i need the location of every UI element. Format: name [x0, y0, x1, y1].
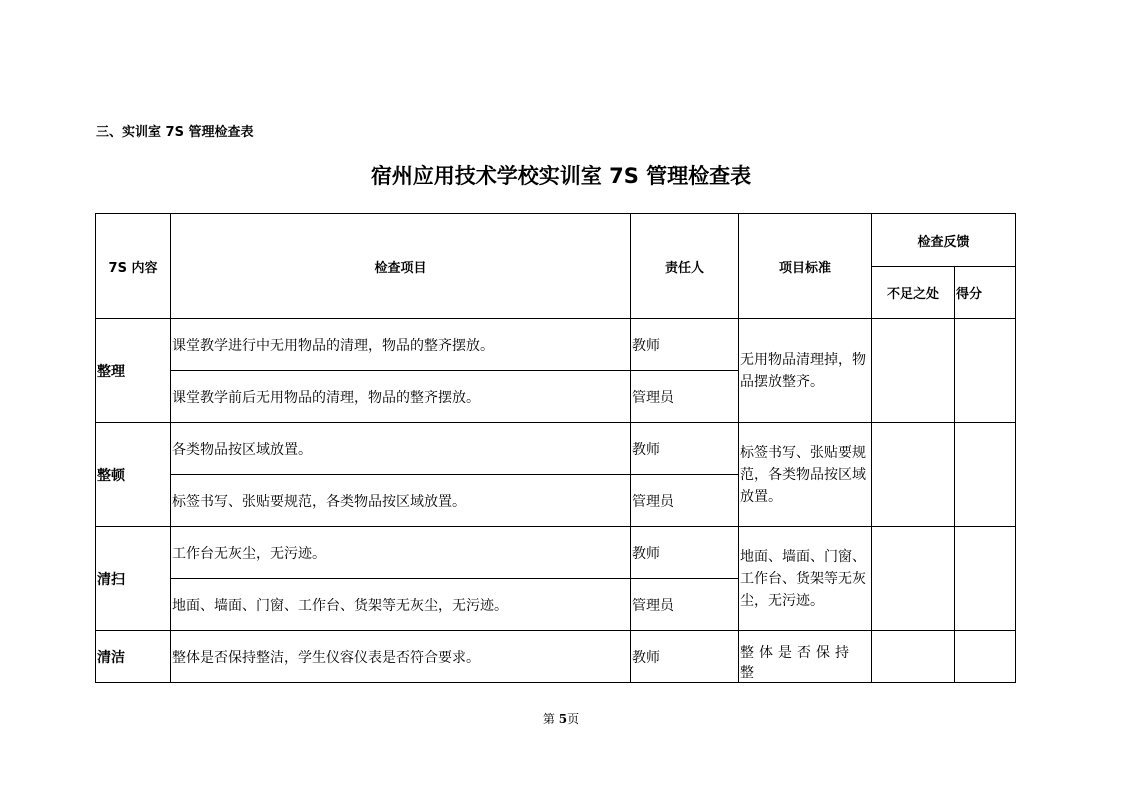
score-cell — [955, 527, 1016, 631]
header-responsible-person: 责任人 — [631, 214, 739, 319]
inspection-table — [95, 213, 1016, 683]
standard-cell: 标签书写、张贴要规范，各类物品按区域放置。 — [739, 423, 872, 527]
check-item-cell: 课堂教学前后无用物品的清理，物品的整齐摆放。 — [171, 371, 631, 423]
check-item-cell: 课堂教学进行中无用物品的清理，物品的整齐摆放。 — [171, 319, 631, 371]
standard-cell: 地面、墙面、门窗、工作台、货架等无灰尘，无污迹。 — [739, 527, 872, 631]
header-shortfall: 不足之处 — [872, 267, 955, 319]
table-row — [96, 527, 1016, 579]
table-row — [96, 423, 1016, 475]
person-cell: 管理员 — [631, 475, 739, 527]
score-cell — [955, 631, 1016, 683]
standard-cell: 整体是否保持整 — [739, 631, 872, 683]
check-item-cell: 整体是否保持整洁，学生仪容仪表是否符合要求。 — [171, 631, 631, 683]
shortfall-cell — [872, 423, 955, 527]
check-item-cell: 各类物品按区域放置。 — [171, 423, 631, 475]
document-title: 宿州应用技术学校实训室 7S 管理检查表 — [370, 164, 752, 188]
score-cell — [955, 319, 1016, 423]
shortfall-cell — [872, 631, 955, 683]
score-cell — [955, 423, 1016, 527]
category-cell: 清洁 — [96, 631, 171, 683]
person-cell: 教师 — [631, 527, 739, 579]
category-cell: 清扫 — [96, 527, 171, 631]
check-item-cell: 工作台无灰尘，无污迹。 — [171, 527, 631, 579]
page-number: 第 5页 — [542, 712, 580, 726]
header-score: 得分 — [955, 267, 1016, 319]
section-heading: 三、实训室 7S 管理检查表 — [96, 125, 254, 140]
category-cell: 整理 — [96, 319, 171, 423]
check-item-cell: 标签书写、张贴要规范，各类物品按区域放置。 — [171, 475, 631, 527]
table-row — [96, 631, 1016, 683]
check-item-cell: 地面、墙面、门窗、工作台、货架等无灰尘，无污迹。 — [171, 579, 631, 631]
person-cell: 教师 — [631, 319, 739, 371]
person-cell: 管理员 — [631, 371, 739, 423]
person-cell: 教师 — [631, 631, 739, 683]
person-cell: 管理员 — [631, 579, 739, 631]
header-7s-content: 7S 内容 — [96, 214, 171, 319]
header-item-standard: 项目标准 — [739, 214, 872, 319]
header-check-item: 检查项目 — [171, 214, 631, 319]
header-check-feedback: 检查反馈 — [872, 214, 1016, 267]
shortfall-cell — [872, 319, 955, 423]
category-cell: 整顿 — [96, 423, 171, 527]
table-row — [96, 319, 1016, 371]
person-cell: 教师 — [631, 423, 739, 475]
shortfall-cell — [872, 527, 955, 631]
standard-cell: 无用物品清理掉，物品摆放整齐。 — [739, 319, 872, 423]
